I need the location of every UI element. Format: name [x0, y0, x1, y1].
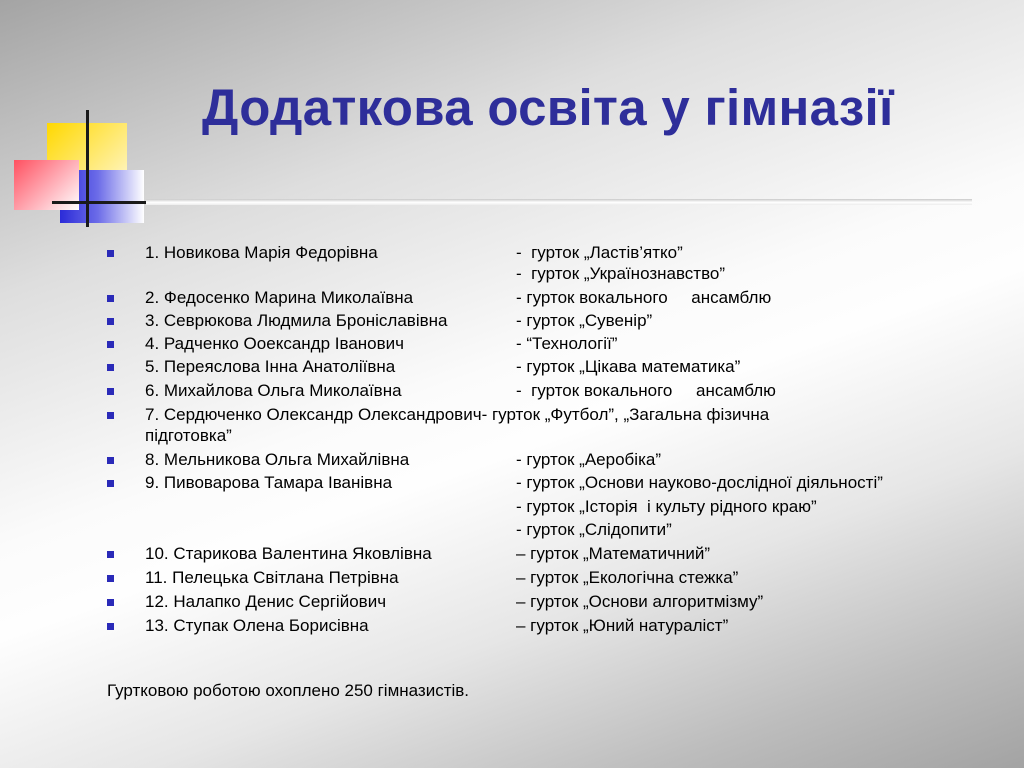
club-text: - гурток „Цікава математика” [516, 357, 741, 376]
teacher-name: 1. Новикова Марія Федорівна [145, 243, 378, 262]
list-item-continuation [0, 425, 1000, 447]
club-text: - гурток „Історія і культу рідного краю” [516, 497, 817, 516]
teacher-name: 4. Радченко Ооександр Іванович [145, 334, 405, 353]
list-item [0, 356, 1000, 378]
club-text: - гурток „Слідопити” [516, 520, 672, 539]
club-text: – гурток „Екологічна стежка” [516, 568, 739, 587]
list-item-continuation [0, 496, 1000, 518]
bullet-icon [107, 575, 114, 582]
list-item [0, 404, 1000, 426]
teacher-name: 9. Пивоварова Тамара Іванівна [145, 473, 393, 492]
bullet-icon [107, 388, 114, 395]
bullet-icon [107, 318, 114, 325]
club-text: - гурток вокального ансамблю [516, 381, 776, 400]
bullet-icon [107, 295, 114, 302]
list-item [0, 472, 1000, 494]
teacher-name: 12. Налапко Денис Сергійович [145, 592, 387, 611]
list-item [0, 310, 1000, 332]
list-item [0, 287, 1000, 309]
list-item [0, 449, 1000, 471]
teacher-name-continuation: підготовка” [145, 426, 232, 445]
bullet-icon [107, 250, 114, 257]
decorative-squares [0, 0, 150, 235]
teacher-name: 3. Севрюкова Людмила Броніславівна [145, 311, 448, 330]
bullet-icon [107, 551, 114, 558]
club-text: - гурток „Аеробіка” [516, 450, 661, 469]
teacher-name: 5. Переяслова Інна Анатоліївна [145, 357, 396, 376]
list-item [0, 380, 1000, 402]
list-item [0, 591, 1000, 613]
club-text: – гурток „Математичний” [516, 544, 711, 563]
bullet-icon [107, 457, 114, 464]
list-item [0, 615, 1000, 637]
list-item [0, 242, 1000, 264]
vertical-line [86, 110, 89, 227]
bullet-icon [107, 480, 114, 487]
list-item-continuation [0, 263, 1000, 285]
club-text: - гурток „Сувенір” [516, 311, 653, 330]
teacher-name: 10. Старикова Валентина Яковлівна [145, 544, 432, 563]
club-text: – гурток „Юний натураліст” [516, 616, 729, 635]
list-item [0, 543, 1000, 565]
slide-title: Додаткова освіта у гімназії [202, 79, 894, 136]
club-text: – гурток „Основи алгоритмізму” [516, 592, 764, 611]
club-text: - гурток „Українознавство” [516, 264, 726, 283]
list-item [0, 567, 1000, 589]
teacher-name: 8. Мельникова Ольга Михайлівна [145, 450, 410, 469]
bullet-icon [107, 623, 114, 630]
horizontal-line [52, 201, 146, 204]
list-item-continuation [0, 519, 1000, 541]
bullet-icon [107, 412, 114, 419]
teacher-name: 6. Михайлова Ольга Миколаївна [145, 381, 402, 400]
club-text: - гурток „Ластів’ятко” [516, 243, 683, 262]
summary-text: Гуртковою роботою охоплено 250 гімназистів. [107, 681, 470, 700]
teacher-name: 13. Ступак Олена Борисівна [145, 616, 369, 635]
club-text: - “Технології” [516, 334, 618, 353]
teacher-name: 11. Пелецька Світлана Петрівна [145, 568, 399, 587]
bullet-icon [107, 364, 114, 371]
teacher-name: 7. Сердюченко Олександр Олександрович- гурток „Футбол”, „Загальна фізична [145, 405, 770, 424]
club-text: - гурток вокального ансамблю [516, 288, 772, 307]
club-text: - гурток „Основи науково-дослідної діяльності” [516, 473, 883, 492]
teacher-name: 2. Федосенко Марина Миколаївна [145, 288, 414, 307]
title-divider [146, 199, 972, 205]
list-item [0, 333, 1000, 355]
bullet-icon [107, 599, 114, 606]
bullet-icon [107, 341, 114, 348]
